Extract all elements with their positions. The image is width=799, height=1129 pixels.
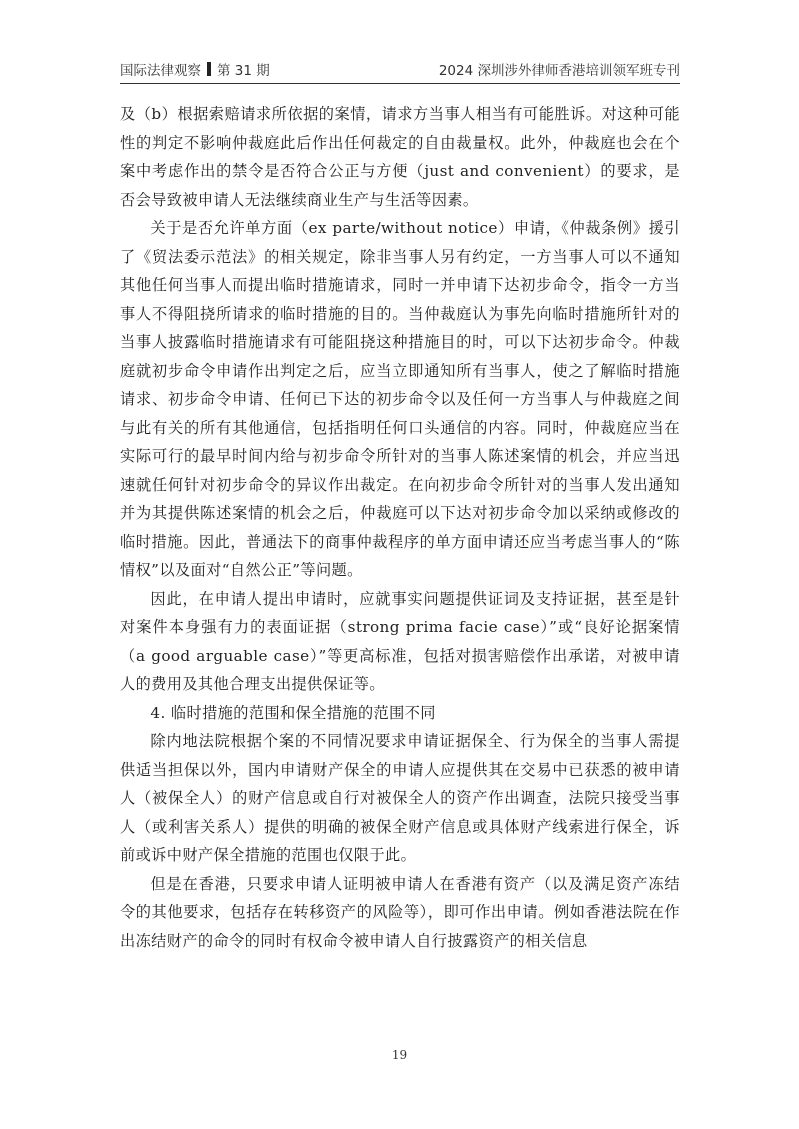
body-text bbox=[120, 100, 680, 955]
header-rule bbox=[120, 83, 680, 84]
running-header bbox=[120, 58, 680, 80]
issue-number: 第 31 期 bbox=[217, 63, 270, 79]
special-issue-title: 2024 深圳涉外律师香港培训领军班专刊 bbox=[438, 63, 680, 79]
paragraph-3: 因此，在申请人提出申请时，应就事实问题提供证词及支持证据，甚至是针对案件本身强有力的表面证据（strong prima facie case）”或“良好论据案情（a good arguable case）”等更高标准，包括对损害赔偿作出承诺，对被申请人的费用及其他合理支出提供保证等。 bbox=[120, 589, 680, 693]
journal-title: 国际法律观察 bbox=[120, 63, 201, 79]
paragraph-5: 但是在香港，只要求申请人证明被申请人在香港有资产（以及满足资产冻结令的其他要求，包括存在转移资产的风险等），即可作出申请。例如香港法院在作出冻结财产的命令的同时有权命令被申请人自行披露资产的相关信息 bbox=[120, 874, 680, 950]
page-number: 19 bbox=[391, 1048, 408, 1062]
header-left bbox=[120, 59, 270, 79]
section-heading: 4. 临时措施的范围和保全措施的范围不同 bbox=[150, 703, 436, 722]
paragraph-2: 关于是否允许单方面（ex parte/without notice）申请，《仲裁条例》援引了《贸法委示范法》的相关规定，除非当事人另有约定，一方当事人可以不通知其他任何当事人而提出临时措施请求，同时一并申请下达初步命令，指令一方当事人不得阻挠所请求的临时措施的目的。当仲裁庭认为事先向临时措施所针对的当事人披露临时措施请求有可能阻挠这种措施目的时，可以下达初步命令。仲裁庭就初步命令申请作出判定之后，应当立即通知所有当事人，使之了解临时措施请求、初步命令申请、任何已下达的初步命令以及任何一方当事人与仲裁庭之间与此有关的所有其他通信，包括指明任何口头通信的内容。同时，仲裁庭应当在实际可行的最早时间内给与初步命令所针对的当事人陈述案情的机会，并应当迅速就任何针对初步命令的异议作出裁定。在向初步命令所针对的当事人发出通知并为其提供陈述案情的机会之后，仲裁庭可以下达对初步命令加以采纳或修改的临时措施。因此，普通法下的商事仲裁程序的单方面申请还应当考虑当事人的“陈情权”以及面对“自然公正”等问题。 bbox=[120, 219, 680, 579]
paragraph-4: 除内地法院根据个案的不同情况要求申请证据保全、行为保全的当事人需提供适当担保以外，国内申请财产保全的申请人应提供其在交易中已获悉的被申请人（被保全人）的财产信息或自行对被保全人的资产作出调查，法院只接受当事人（或利害关系人）提供的明确的被保全财产信息或具体财产线索进行保全，诉前或诉中财产保全措施的范围也仅限于此。 bbox=[120, 732, 680, 864]
paragraph-1: 及（b）根据索赔请求所依据的案情，请求方当事人相当有可能胜诉。对这种可能性的判定不影响仲裁庭此后作出任何裁定的自由裁量权。此外，仲裁庭也会在个案中考虑作出的禁令是否符合公正与方便（just and convenient）的要求，是否会导致被申请人无法继续商业生产与生活等因素。 bbox=[120, 105, 680, 209]
header-separator-bar bbox=[207, 62, 211, 76]
